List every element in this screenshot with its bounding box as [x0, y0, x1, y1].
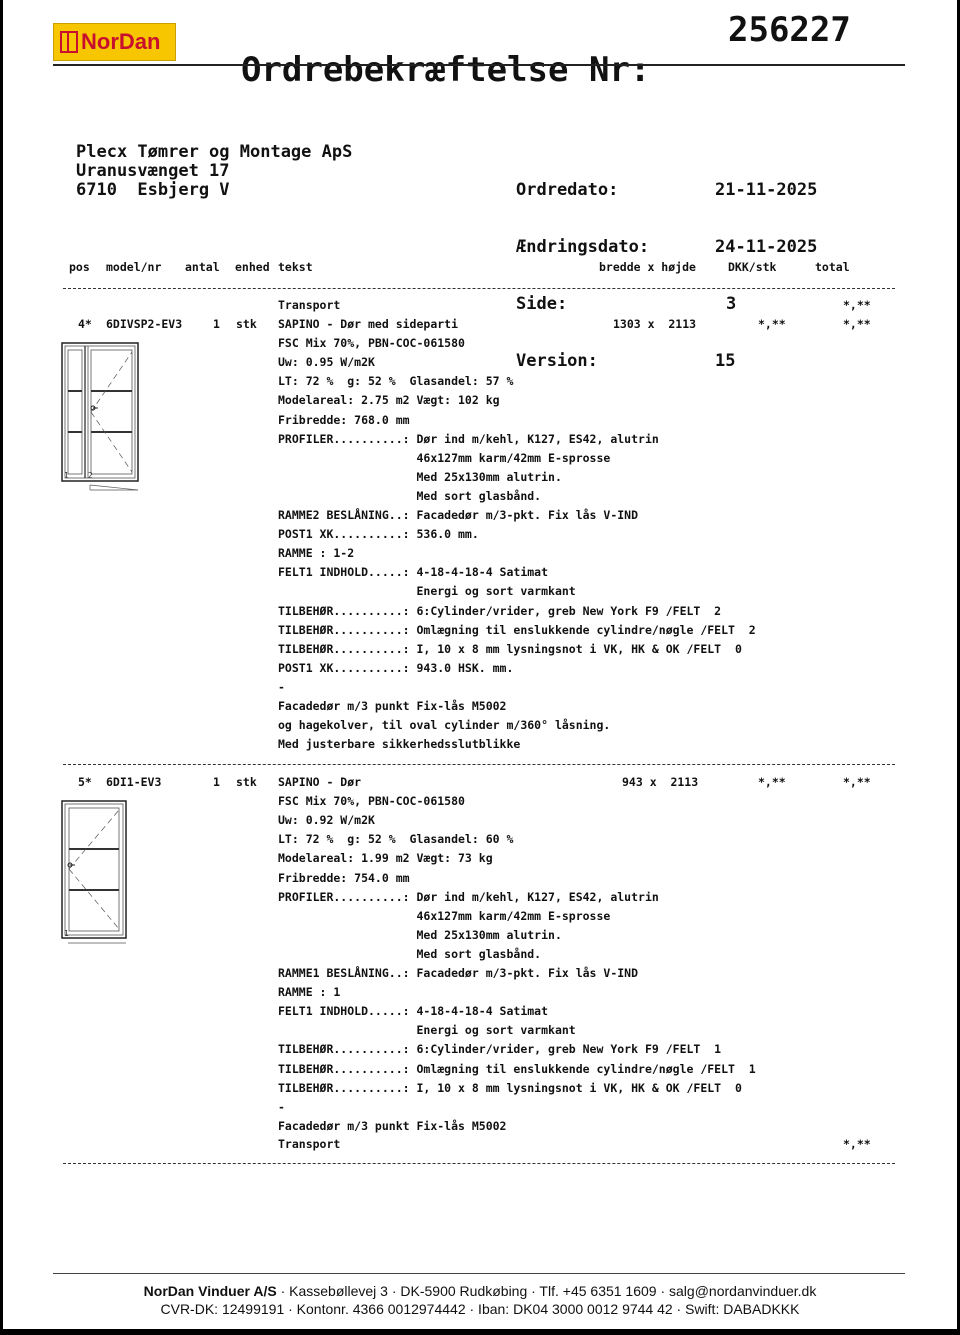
description-line: 46x127mm karm/42mm E-sprosse — [278, 908, 611, 923]
item4-antal: 1 — [213, 317, 220, 331]
item-separator-rule — [63, 764, 895, 765]
item5-dims: 943 x 2113 — [622, 775, 699, 789]
col-price: DKK/stk — [728, 260, 777, 274]
order-date-value: 21-11-2025 — [715, 180, 818, 200]
item4-model: 6DIVSP2-EV3 — [106, 317, 183, 331]
customer-city: 6710 Esbjerg V — [76, 180, 230, 200]
description-line: Med 25x130mm alutrin. — [278, 469, 562, 484]
document-title — [200, 10, 851, 130]
end-dash-rule — [63, 1163, 895, 1164]
change-date-value: 24-11-2025 — [715, 237, 818, 257]
item4-pos: 4* — [78, 317, 92, 331]
page-edge-left — [0, 0, 3, 1335]
col-antal: antal — [185, 260, 220, 274]
description-line: TILBEHØR..........: 6:Cylinder/vrider, greb New York F9 /FELT 2 — [278, 603, 722, 618]
description-line: - — [278, 1099, 285, 1114]
item5-price: *,** — [758, 775, 786, 789]
item4-total: *,** — [843, 317, 871, 331]
description-line: RAMME : 1 — [278, 985, 341, 1000]
description-line: TILBEHØR..........: Omlægning til enslukkende cylindre/nøgle /FELT 1 — [278, 1061, 756, 1076]
description-line: Fribredde: 768.0 mm — [278, 412, 410, 427]
description-line: FELT1 INDHOLD.....: 4-18-4-18-4 Satimat — [278, 565, 549, 580]
col-tekst: tekst — [278, 260, 313, 274]
item5-drawing-label-1: 1 — [64, 929, 69, 938]
order-date-label: Ordredato: — [516, 180, 619, 200]
customer-street: Uranusvænget 17 — [76, 161, 230, 181]
description-line: POST1 XK..........: 943.0 HSK. mm. — [278, 660, 514, 675]
nordan-logo — [53, 23, 176, 61]
footer-company: NorDan Vinduer A/S — [143, 1283, 277, 1299]
nordan-logo-mark-icon — [60, 31, 78, 53]
description-line: SAPINO - Dør med sideparti — [278, 317, 459, 331]
page-edge-bottom — [0, 1329, 960, 1335]
item4-drawing-label-1: 1 — [64, 471, 69, 480]
description-line: Modelareal: 2.75 m2 Vægt: 102 kg — [278, 393, 500, 408]
item4-drawing-label-2: 2 — [88, 471, 93, 480]
description-line: og hagekolver, til oval cylinder m/360° låsning. — [278, 718, 611, 733]
description-line: Uw: 0.92 W/m2K — [278, 813, 375, 828]
description-line: SAPINO - Dør — [278, 775, 362, 789]
col-total: total — [815, 260, 850, 274]
item4-price: *,** — [758, 317, 786, 331]
item5-pos: 5* — [78, 775, 92, 789]
footer-line-2: CVR-DK: 12499191 · Kontonr. 4366 0012974442 · Iban: DK04 3000 0012 9744 42 · Swift: DABADKKK — [160, 1301, 800, 1317]
version-label: Version: — [516, 351, 598, 371]
item5-transport-total: *,** — [843, 1137, 871, 1151]
description-line: Med 25x130mm alutrin. — [278, 927, 562, 942]
description-line: POST1 XK..........: 536.0 mm. — [278, 527, 479, 542]
description-line: FELT1 INDHOLD.....: 4-18-4-18-4 Satimat — [278, 1004, 549, 1019]
col-enhed: enhed — [235, 260, 270, 274]
item4-transport: Transport — [278, 298, 341, 312]
page-label: Side: — [516, 294, 568, 314]
item5-door-drawing — [60, 798, 130, 948]
description-line: - — [278, 679, 285, 694]
item4-transport-total: *,** — [843, 298, 871, 312]
description-line: Uw: 0.95 W/m2K — [278, 355, 375, 370]
item5-antal: 1 — [213, 775, 220, 789]
description-line: TILBEHØR..........: I, 10 x 8 mm lysningsnot i VK, HK & OK /FELT 0 — [278, 641, 742, 656]
footer-rule — [53, 1273, 905, 1274]
page-value: 3 — [726, 294, 737, 314]
description-line: TILBEHØR..........: I, 10 x 8 mm lysningsnot i VK, HK & OK /FELT 0 — [278, 1080, 742, 1095]
description-line: RAMME : 1-2 — [278, 546, 355, 561]
description-line: PROFILER..........: Dør ind m/kehl, K127, ES42, alutrin — [278, 431, 659, 446]
logo-text: NorDan — [81, 29, 161, 54]
description-line: FSC Mix 70%, PBN-COC-061580 — [278, 336, 465, 351]
header-dash-rule — [63, 288, 895, 289]
description-line: Energi og sort varmkant — [278, 1023, 576, 1038]
description-line: Med justerbare sikkerhedsslutblikke — [278, 737, 521, 752]
version-value: 15 — [715, 351, 736, 371]
order-number: 256227 — [728, 10, 851, 50]
description-line: TILBEHØR..........: 6:Cylinder/vrider, greb New York F9 /FELT 1 — [278, 1042, 722, 1057]
item4-dims: 1303 x 2113 — [613, 317, 697, 331]
description-line: LT: 72 % g: 52 % Glasandel: 57 % — [278, 374, 514, 389]
item4-enhed: stk — [236, 317, 257, 331]
description-line: Facadedør m/3 punkt Fix-lås M5002 — [278, 699, 507, 713]
change-date-label: Ændringsdato: — [516, 237, 650, 257]
description-line: 46x127mm karm/42mm E-sprosse — [278, 450, 611, 465]
description-line: RAMME2 BESLÅNING..: Facadedør m/3-pkt. Fix lås V-IND — [278, 508, 639, 522]
description-line: TILBEHØR..........: Omlægning til enslukkende cylindre/nøgle /FELT 2 — [278, 622, 756, 637]
description-line: Med sort glasbånd. — [278, 488, 542, 503]
description-line: Energi og sort varmkant — [278, 584, 576, 599]
description-line: FSC Mix 70%, PBN-COC-061580 — [278, 794, 465, 809]
customer-address — [76, 143, 352, 200]
col-dims: bredde x højde — [599, 260, 696, 274]
item5-model: 6DI1-EV3 — [106, 775, 162, 789]
title-label: Ordrebekræftelse Nr: — [240, 50, 651, 90]
footer-address: · Kassebøllevej 3 · DK-5900 Rudkøbing · Tlf. +45 6351 1609 · salg@nordanvinduer.dk — [276, 1283, 817, 1299]
description-line: Modelareal: 1.99 m2 Vægt: 73 kg — [278, 851, 493, 866]
col-pos: pos — [69, 260, 90, 274]
description-line: RAMME1 BESLÅNING..: Facadedør m/3-pkt. Fix lås V-IND — [278, 966, 639, 980]
item5-enhed: stk — [236, 775, 257, 789]
description-line: LT: 72 % g: 52 % Glasandel: 60 % — [278, 832, 514, 847]
item4-door-drawing — [60, 340, 142, 492]
description-line: Med sort glasbånd. — [278, 946, 542, 961]
col-model: model/nr — [106, 260, 162, 274]
header-rule — [53, 64, 905, 66]
description-line: Fribredde: 754.0 mm — [278, 870, 410, 885]
description-line: PROFILER..........: Dør ind m/kehl, K127, ES42, alutrin — [278, 889, 659, 904]
item5-transport: Transport — [278, 1137, 341, 1151]
customer-name: Plecx Tømrer og Montage ApS — [76, 142, 353, 162]
description-line: Facadedør m/3 punkt Fix-lås M5002 — [278, 1118, 507, 1133]
footer-line-1 — [0, 1283, 960, 1299]
item5-total: *,** — [843, 775, 871, 789]
